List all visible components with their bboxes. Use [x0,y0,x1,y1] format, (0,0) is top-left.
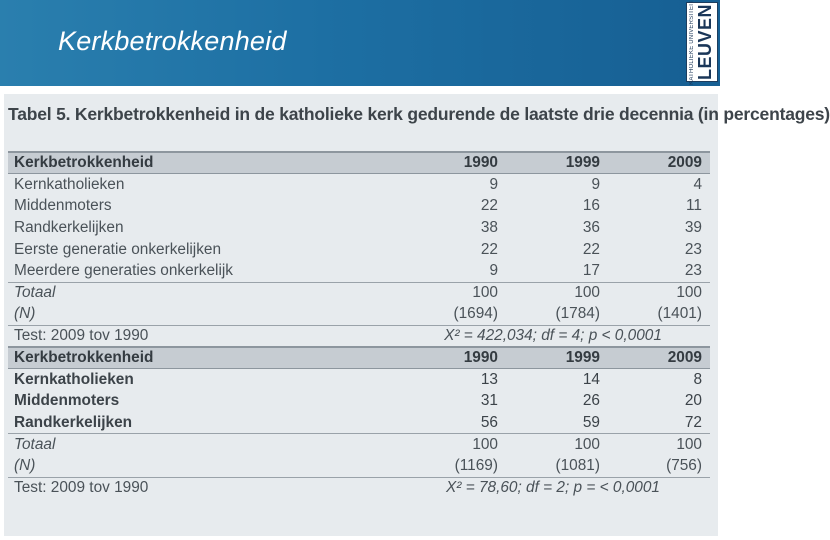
cell-1999: 26 [582,392,600,410]
cell-1990: 13 [480,370,498,388]
total-row [8,282,710,304]
cell-1999: 22 [582,240,600,258]
logo-subtext: KATHOLIEKE UNIVERSITEIT [688,0,695,85]
cell-2009: 20 [684,392,702,410]
row-label: Kernkatholieken [14,370,134,388]
church-involvement-table [8,151,710,499]
total-row [8,434,710,456]
table-row [8,195,710,217]
cell-1990: 22 [480,197,498,215]
n-label: (N) [14,457,36,475]
total-label: Totaal [8,282,398,304]
table-row [8,391,710,413]
total-2009: 100 [608,434,710,456]
table-row [8,217,710,239]
n-2009: (756) [666,457,702,475]
cell-2009: 8 [693,370,702,388]
cell-1999: 17 [582,262,600,280]
total-label: Totaal [8,434,398,456]
column-header-2009: 2009 [608,152,710,174]
table-header-row [8,347,710,369]
table-row [8,260,710,282]
cell-1990: 56 [480,413,498,431]
n-2009: (1401) [657,305,702,323]
cell-1999: 9 [591,175,600,193]
n-row [8,304,710,326]
test-label: Test: 2009 tov 1990 [8,477,398,499]
cell-1990: 38 [480,218,498,236]
table-row [8,239,710,261]
row-label: Eerste generatie onkerkelijken [14,240,222,258]
column-header-category: Kerkbetrokkenheid [8,347,398,369]
row-label: Meerdere generaties onkerkelijk [14,262,234,280]
column-header-2009: 2009 [608,347,710,369]
cell-1999: 59 [582,413,600,431]
table-row [8,412,710,434]
table-caption: Tabel 5. Kerkbetrokkenheid in de katholieke kerk gedurende de laatste drie decennia (in percentages) [8,104,830,124]
test-statistic: X² = 78,60; df = 2; p = < 0,0001 [398,477,710,499]
cell-2009: 23 [684,262,702,280]
cell-1999: 14 [582,370,600,388]
cell-2009: 39 [684,218,702,236]
row-label: Randkerkelijken [14,218,124,236]
column-header-1990: 1990 [398,347,506,369]
column-header-1999: 1999 [506,347,608,369]
n-1990: (1694) [453,305,498,323]
slide-header [0,0,720,86]
cell-1999: 36 [582,218,600,236]
logo-wordmark: LEUVEN [694,3,715,80]
cell-2009: 11 [686,197,702,215]
slide-title: Kerkbetrokkenheid [58,26,287,56]
ku-leuven-logo [686,0,718,85]
cell-1990: 9 [489,262,498,280]
cell-1990: 22 [480,240,498,258]
row-label: Randkerkelijken [14,413,133,431]
scanned-table-image [4,94,830,536]
row-label: Middenmoters [14,392,120,410]
row-label: Middenmoters [14,197,112,215]
total-1990: 100 [398,282,506,304]
table-header-row [8,152,710,174]
cell-2009: 23 [684,240,702,258]
row-label: Kernkatholieken [14,175,125,193]
n-1999: (1081) [555,457,600,475]
total-1990: 100 [398,434,506,456]
cell-2009: 72 [684,413,702,431]
cell-1990: 9 [489,175,498,193]
n-label: (N) [14,305,36,323]
total-1999: 100 [506,282,608,304]
column-header-category: Kerkbetrokkenheid [8,152,398,174]
n-1999: (1784) [555,305,600,323]
test-row [8,477,710,499]
table-row [8,369,710,391]
cell-2009: 4 [693,175,702,193]
n-1990: (1169) [454,457,498,475]
cell-1999: 16 [582,197,600,215]
n-row [8,456,710,478]
total-2009: 100 [608,282,710,304]
total-1999: 100 [506,434,608,456]
test-row [8,326,710,348]
table-row [8,174,710,196]
test-label: Test: 2009 tov 1990 [8,326,398,348]
column-header-1990: 1990 [398,152,506,174]
cell-1990: 31 [480,392,498,410]
column-header-1999: 1999 [506,152,608,174]
test-statistic: X² = 422,034; df = 4; p < 0,0001 [398,326,710,348]
